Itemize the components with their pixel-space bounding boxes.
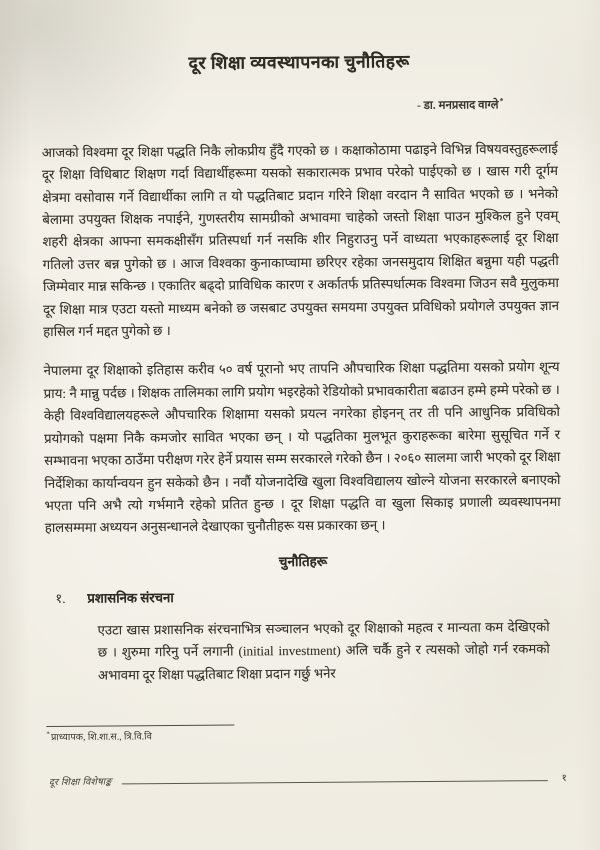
author-byline <box>41 96 557 116</box>
author-footnote-marker: * <box>499 96 504 106</box>
page-footer <box>49 770 567 788</box>
section-1-header <box>45 585 561 607</box>
author-name: - डा. मनप्रसाद वाग्ले <box>416 99 499 112</box>
article-title: दूर शिक्षा व्यवस्थापनका चुनौतिहरू <box>188 51 410 73</box>
section-1-title: प्रशासनिक संरचना <box>87 589 174 606</box>
paragraph-intro: आजको विश्वमा दूर शिक्षा पद्धति निकै लोकप्रीय हुँदै गएको छ । कक्षाकोठामा पढाइने विभिन्न विषयवस्तुहरूलाई दूर शिक्षा विधिबाट शिक्षण गर्दा विद्यार्थीहरूमा यसको सकारात्मक प्रभाव परेको पाईएको छ । खास गरी दूर्गम क्षेत्रमा वसोवास गर्ने विद्यार्थीका लागि त यो पद्धतिबाट प्रदान गरिने शिक्षा वरदान नै सावित भएको छ । भनेको बेलामा उपयुक्त शिक्षक नपाईने, गुणस्तरीय सामग्रीको अभावमा चाहेको जस्तो शिक्षा पाउन मुश्किल हुने एवम् शहरी क्षेत्रका आफ्ना समकक्षीसँग प्रतिस्पर्धा गर्न नसकि शीर निहुराउनु पर्ने वाध्यता भएकाहरूलाई दूर शिक्षा गतिलो उत्तर बन्न पुगेको छ । आज विश्वका कुनाकाप्चामा छरिएर रहेका जनसमुदाय शिक्षित बन्नुमा यही पद्धती जिम्मेवार मान्न सकिन्छ । एकातिर बढ्दो प्राविधिक कारण र अर्कातर्फ प्रतिस्पर्धात्मक विश्वमा जिउन सवै मुलुकमा दूर शिक्षा मात्र एउटा यस्तो माध्यम बनेको छ जसबाट उपयुक्त समयमा उपयुक्त प्रविधिको प्रयोगले उपयुक्त ज्ञान हासिल गर्न मद्दत पुगेको छ । <box>41 140 560 340</box>
journal-name: दूर शिक्षा विशेषाङ्क <box>48 777 112 788</box>
footnote-divider <box>46 725 234 727</box>
challenges-heading: चुनौतिहरू <box>278 553 328 569</box>
footnote-marker: * <box>46 729 50 739</box>
footer-rule <box>122 780 548 784</box>
page-number: १ <box>561 772 567 784</box>
paragraph-nepal-context: नेपालमा दूर शिक्षाको इतिहास करीव ५० वर्ष पूरानो भए तापनि औपचारिक शिक्षा पद्धतिमा यसको प्रयोग शून्य प्राय: नै मान्नु पर्दछ । शिक्षक तालिमका लागि प्रयोग भइरहेको रेडियोको प्रभावकारीता बढाउन हम्मे हम्मे परेको छ । केही विश्वविद्यालयहरूले औपचारिक शिक्षामा यसको प्रयत्न नगरेका होइनन् तर ती पनि आधुनिक प्रविधिको प्रयोगको पक्षमा निकै कमजोर सावित भएका छन् । यो पद्धतिका मुलभूत कुराहरूका बारेमा सुसूचित गर्ने र सम्भावना भएका ठाउँमा परीक्षण गरेर हेर्ने प्रयास सम्म सरकारले गरेको छैन । २०६० सालमा जारी भएको दूर शिक्षा निर्देशिका कार्यान्वयन हुन सकेको छैन । नवौं योजनादेखि खुला विश्वविद्यालय खोल्ने योजना सरकारले बनाएको भएता पनि अभै त्यो गर्भमानै रहेको प्रतित हुन्छ । दूर शिक्षा पद्धति वा खुला सिकाइ प्रणाली व्यवस्थापनमा हालसम्ममा अध्ययन अनुसन्धानले देखाएका चुनौतीहरू यस प्रकारका छन् । <box>43 359 561 536</box>
section-1-number: १. <box>55 590 66 606</box>
footnote-affiliation: प्राध्यापक, शि.शा.स., त्रि.वि.वि <box>50 732 152 744</box>
footnote-block <box>46 722 526 743</box>
footnote-text <box>46 726 526 743</box>
section-1-body: एउटा खास प्रशासनिक संरचनाभित्र सञ्चालन भएको दूर शिक्षाको महत्व र मान्यता कम देखिएको छ । शुरुमा गरिनु पर्ने लगानी (initial investment) अलि चर्कै हुने र त्यसको जोहो गर्न रकमको अभावमा दूर शिक्षा पद्धतिबाट शिक्षा प्रदान गर्छु भनेर <box>97 618 550 683</box>
